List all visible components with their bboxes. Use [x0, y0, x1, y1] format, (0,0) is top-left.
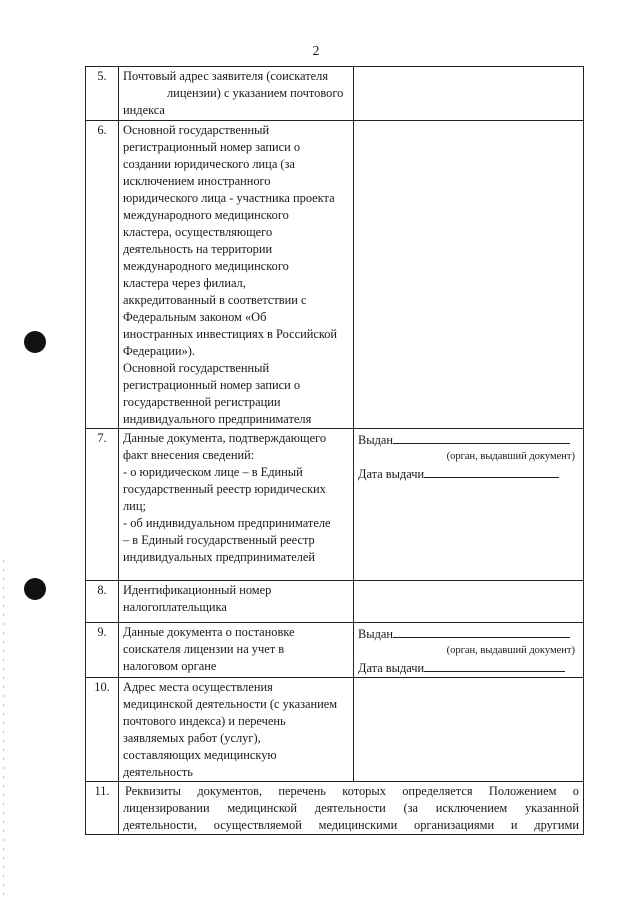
row-number: 10.	[86, 678, 119, 782]
issue-date-field[interactable]	[424, 658, 565, 672]
desc-line: регистрационный номер записи о	[123, 378, 301, 392]
desc-line: кластера через филиал,	[123, 276, 246, 290]
issued-by-field[interactable]	[393, 430, 570, 444]
desc-line: налогоплательщика	[123, 600, 227, 614]
wide-line: деятельности, осуществляемой медицинскими организациями и другими	[123, 818, 579, 832]
row-number: 5.	[86, 67, 119, 121]
desc-line: государственной регистрации	[123, 395, 281, 409]
row-number: 8.	[86, 581, 119, 623]
desc-line: индивидуальных предпринимателей	[123, 550, 316, 564]
desc-line: составляющих медицинскую	[123, 748, 277, 762]
desc-line: Основной государственный	[123, 123, 270, 137]
row-description	[119, 581, 354, 623]
postal-address-field[interactable]	[354, 67, 584, 121]
desc-line: факт внесения сведений:	[123, 448, 255, 462]
desc-line: налоговом органе	[123, 659, 217, 673]
issued-by-field[interactable]	[393, 624, 570, 638]
desc-line: - о юридическом лице – в Единый	[123, 465, 303, 479]
desc-line: иностранных инвестициях в Российской	[123, 327, 338, 341]
registry-document-cell	[354, 429, 584, 581]
punch-hole-lower	[24, 578, 46, 600]
desc-line: медицинской деятельности (с указанием	[123, 697, 338, 711]
row-description-wide	[119, 782, 584, 835]
desc-line: Данные документа о постановке	[123, 625, 295, 639]
desc-line: почтового индекса) и перечень	[123, 714, 286, 728]
desc-line: кластера, осуществляющего	[123, 225, 273, 239]
row-number: 9.	[86, 623, 119, 678]
desc-line: - об индивидуальном предпринимателе	[123, 516, 331, 530]
table-row-5	[86, 67, 584, 121]
issued-hint: (орган, выдавший документ)	[446, 645, 575, 656]
wide-line: Реквизиты документов, перечень которых определяется Положением о	[125, 784, 579, 798]
page-number: 2	[312, 44, 320, 59]
desc-line: создании юридического лица (за	[123, 157, 295, 171]
desc-line: международного медицинского	[123, 259, 289, 273]
row-number: 11.	[86, 782, 119, 835]
desc-line: Почтовый адрес заявителя (соискателя	[123, 69, 329, 83]
date-label: Дата выдачи	[358, 467, 425, 481]
desc-line: исключением иностранного	[123, 174, 271, 188]
date-label: Дата выдачи	[358, 661, 425, 675]
wide-line: лицензировании медицинской деятельности (за исключением указанной	[123, 801, 579, 815]
desc-line: регистрационный номер записи о	[123, 140, 301, 154]
desc-line: заявляемых работ (услуг),	[123, 731, 261, 745]
table-row-9	[86, 623, 584, 678]
ogrn-field[interactable]	[354, 121, 584, 429]
desc-line: Данные документа, подтверждающего	[123, 431, 327, 445]
desc-line: Федеральным законом «Об	[123, 310, 267, 324]
desc-line: лиц;	[123, 499, 146, 513]
issued-label: Выдан	[358, 433, 394, 447]
table-row-10	[86, 678, 584, 782]
scan-edge-marks	[3, 560, 4, 900]
row-description	[119, 67, 354, 121]
tax-registration-cell	[354, 623, 584, 678]
desc-line: Адрес места осуществления	[123, 680, 273, 694]
issued-hint: (орган, выдавший документ)	[446, 451, 575, 462]
desc-line: лицензии) с указанием почтового	[167, 86, 344, 100]
row-description	[119, 623, 354, 678]
desc-line: – в Единый государственный реестр	[123, 533, 315, 547]
punch-hole-upper	[24, 331, 46, 353]
activity-address-field[interactable]	[354, 678, 584, 782]
desc-line: юридического лица - участника проекта	[123, 191, 335, 205]
application-form-table	[85, 66, 584, 835]
desc-line: деятельность на территории	[123, 242, 273, 256]
inn-field[interactable]	[354, 581, 584, 623]
row-number: 7.	[86, 429, 119, 581]
table-row-6	[86, 121, 584, 429]
row-description	[119, 429, 354, 581]
desc-line: Федерации»).	[123, 344, 195, 358]
desc-line: соискателя лицензии на учет в	[123, 642, 285, 656]
row-description	[119, 121, 354, 429]
table-row-8	[86, 581, 584, 623]
table-row-11	[86, 782, 584, 835]
desc-line: Основной государственный	[123, 361, 270, 375]
desc-line: индекса	[123, 103, 165, 117]
desc-line: международного медицинского	[123, 208, 289, 222]
table-row-7	[86, 429, 584, 581]
row-number: 6.	[86, 121, 119, 429]
issue-date-field[interactable]	[424, 464, 559, 478]
issued-label: Выдан	[358, 627, 394, 641]
desc-line: Идентификационный номер	[123, 583, 272, 597]
row-description	[119, 678, 354, 782]
desc-line: деятельность	[123, 765, 193, 779]
desc-line: аккредитованный в соответствии с	[123, 293, 307, 307]
desc-line: индивидуального предпринимателя	[123, 412, 312, 426]
desc-line: государственный реестр юридических	[123, 482, 326, 496]
